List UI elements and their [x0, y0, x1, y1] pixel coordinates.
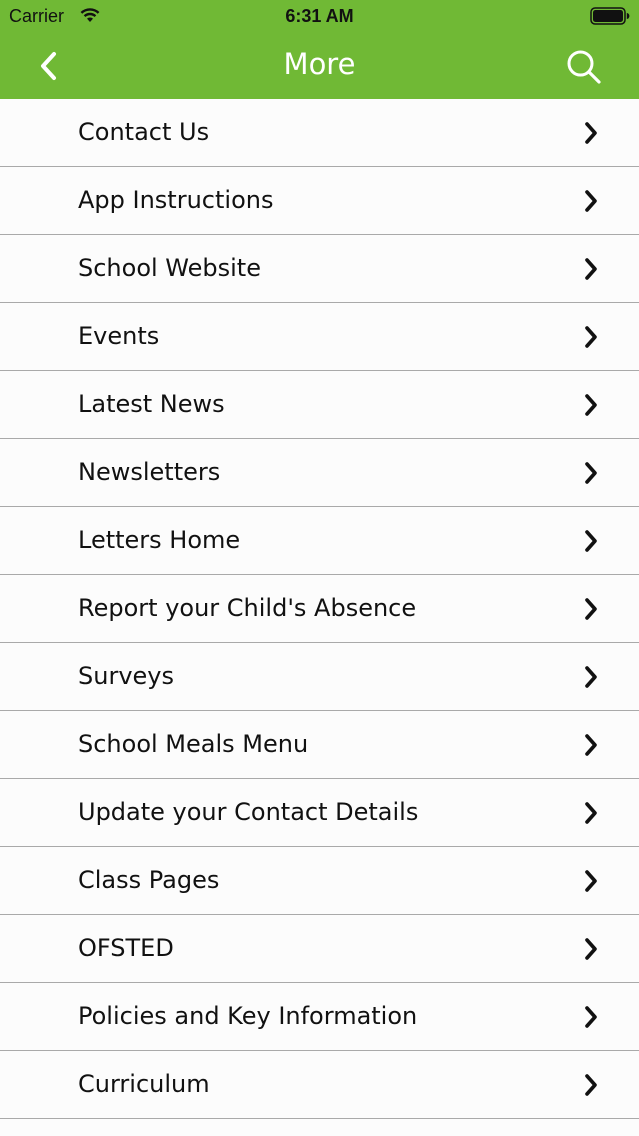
menu-item-label: Surveys — [78, 662, 174, 690]
chevron-right-icon — [582, 1073, 600, 1097]
menu-item-class-pages[interactable] — [0, 847, 639, 915]
chevron-right-icon — [582, 529, 600, 553]
menu-item-label: Policies and Key Information — [78, 1002, 418, 1030]
search-icon — [566, 49, 602, 85]
chevron-right-icon — [582, 121, 600, 145]
chevron-right-icon — [582, 665, 600, 689]
status-bar — [0, 0, 639, 33]
chevron-right-icon — [582, 461, 600, 485]
navigation-bar — [0, 33, 639, 99]
chevron-right-icon — [582, 801, 600, 825]
chevron-right-icon — [582, 325, 600, 349]
page-title: More — [283, 47, 356, 81]
menu-item-label: Events — [78, 322, 160, 350]
battery-icon — [590, 7, 630, 25]
chevron-right-icon — [582, 393, 600, 417]
menu-item-policies-key-information[interactable] — [0, 983, 639, 1051]
menu-item-label: Letters Home — [78, 526, 241, 554]
menu-item-newsletters[interactable] — [0, 439, 639, 507]
menu-item-label: OFSTED — [78, 934, 174, 962]
menu-item-label: App Instructions — [78, 186, 274, 214]
menu-item-report-absence[interactable] — [0, 575, 639, 643]
chevron-right-icon — [582, 597, 600, 621]
carrier-label: Carrier — [9, 6, 65, 26]
menu-item-letters-home[interactable] — [0, 507, 639, 575]
menu-item-label: Latest News — [78, 390, 225, 418]
menu-item-update-contact-details[interactable] — [0, 779, 639, 847]
menu-list — [0, 99, 639, 1119]
menu-item-label: Update your Contact Details — [78, 798, 419, 826]
menu-item-ofsted[interactable] — [0, 915, 639, 983]
menu-item-label: Curriculum — [78, 1070, 210, 1098]
menu-item-app-instructions[interactable] — [0, 167, 639, 235]
menu-item-label: Contact Us — [78, 118, 210, 146]
menu-item-label: Report your Child's Absence — [78, 594, 417, 622]
menu-item-surveys[interactable] — [0, 643, 639, 711]
chevron-right-icon — [582, 937, 600, 961]
menu-item-label: School Meals Menu — [78, 730, 309, 758]
header — [0, 0, 639, 99]
chevron-right-icon — [582, 733, 600, 757]
chevron-right-icon — [582, 257, 600, 281]
chevron-right-icon — [582, 1005, 600, 1029]
menu-item-label: Class Pages — [78, 866, 220, 894]
menu-item-label: School Website — [78, 254, 261, 282]
menu-item-school-website[interactable] — [0, 235, 639, 303]
menu-item-events[interactable] — [0, 303, 639, 371]
menu-item-school-meals-menu[interactable] — [0, 711, 639, 779]
chevron-right-icon — [582, 869, 600, 893]
menu-item-label: Newsletters — [78, 458, 221, 486]
clock: 6:31 AM — [285, 6, 354, 26]
chevron-right-icon — [582, 189, 600, 213]
menu-item-latest-news[interactable] — [0, 371, 639, 439]
search-button[interactable] — [561, 44, 607, 90]
menu-item-curriculum[interactable] — [0, 1051, 639, 1119]
menu-item-contact-us[interactable] — [0, 99, 639, 167]
